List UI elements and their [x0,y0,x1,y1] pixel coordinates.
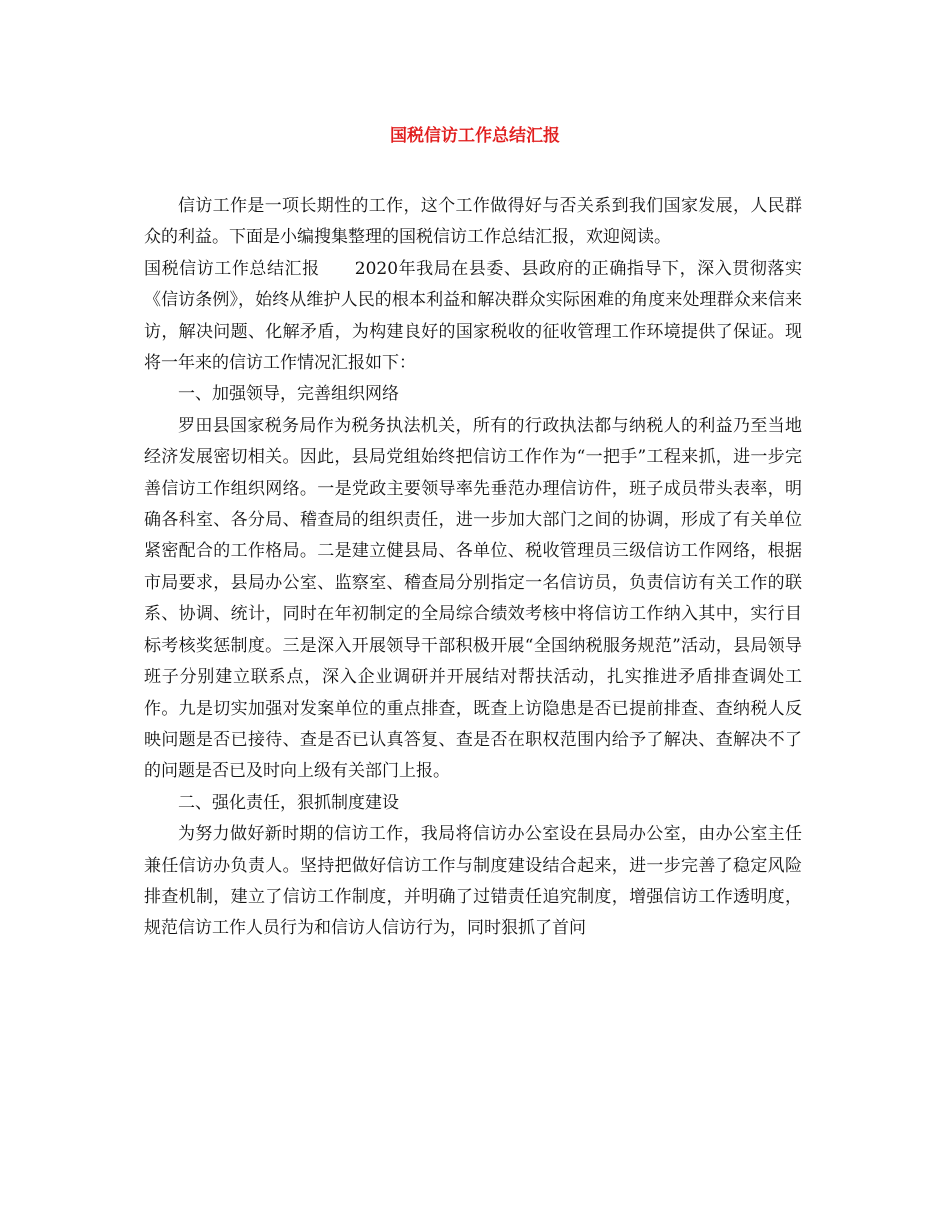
document-body [144,191,802,945]
section-2-paragraph: 为努力做好新时期的信访工作，我局将信访办公室设在县局办公室，由办公室主任兼任信访办负责人。坚持把做好信访工作与制度建设结合起来，进一步完善了稳定风险排查机制，建立了信访工作制度，并明确了过错责任追究制度，增强信访工作透明度，规范信访工作人员行为和信访人信访行为，同时狠抓了首问 [144,824,802,939]
section-heading-2: 二、强化责任，狠抓制度建设 [178,792,399,813]
intro-paragraph: 信访工作是一项长期性的工作，这个工作做得好与否关系到我们国家发展，人民群众的利益。下面是小编搜集整理的国税信访工作总结汇报，欢迎阅读。 [144,196,802,248]
document-title: 国税信访工作总结汇报 [390,126,560,146]
section-1-paragraph: 罗田县国家税务局作为税务执法机关，所有的行政执法都与纳税人的利益乃至当地经济发展密切相关。因此，县局党组始终把信访工作作为“一把手”工程来抓，进一步完善信访工作组织网络。一是党政主要领导率先垂范办理信访件，班子成员带头表率，明确各科室、各分局、稽查局的组织责任，进一步加大部门之间的协调，形成了有关单位紧密配合的工作格局。二是建立健县局、各单位、税收管理员三级信访工作网络，根据市局要求，县局办公室、监察室、稽查局分别指定一名信访员，负责信访有关工作的联系、协调、统计，同时在年初制定的全局综合绩效考核中将信访工作纳入其中，实行目标考核奖惩制度。三是深入开展领导干部积极开展“全国纳税服务规范”活动，县局领导班子分别建立联系点，深入企业调研并开展结对帮扶活动，扎实推进矛盾排查调处工作。九是切实加强对发案单位的重点排查，既查上访隐患是否已提前排查、查纳税人反映问题是否已接待、查是否已认真答复、查是否在职权范围内给予了解决、查解决不了的问题是否已及时向上级有关部门上报。 [144,415,802,782]
report-opening-paragraph: 国税信访工作总结汇报 2020年我局在县委、县政府的正确指导下，深入贯彻落实《信访条例》，始终从维护人民的根本利益和解决群众实际困难的角度来处理群众来信来访，解决问题、化解矛盾，为构建良好的国家税收的征收管理工作环境提供了保证。现将一年来的信访工作情况汇报如下： [144,258,802,374]
section-heading-1: 一、加强领导，完善组织网络 [178,384,399,405]
